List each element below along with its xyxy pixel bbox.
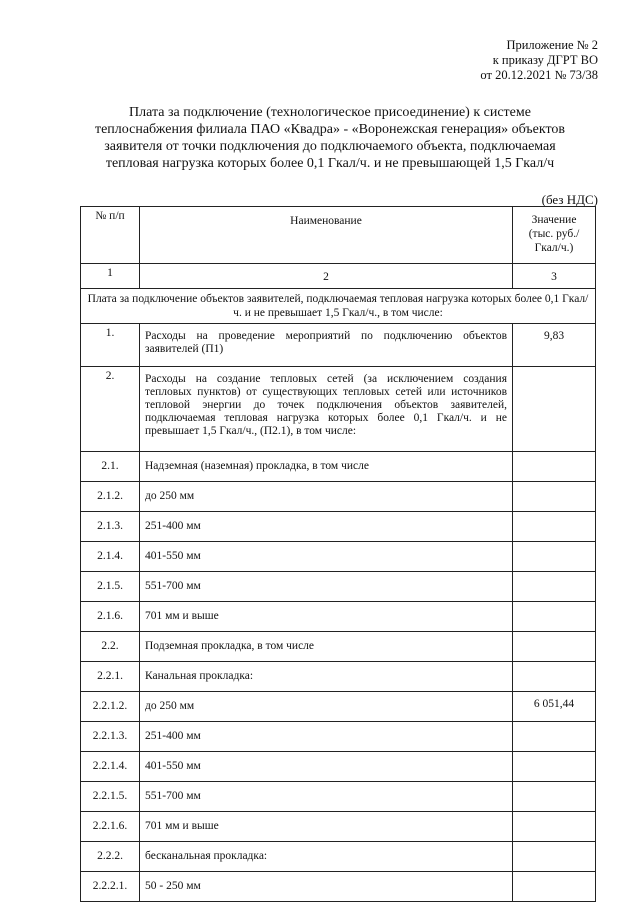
table-row bbox=[81, 692, 596, 722]
table-row bbox=[81, 842, 596, 872]
row-value bbox=[513, 782, 596, 812]
row-number: 2.1. bbox=[81, 452, 140, 482]
row-number: 2.2.1. bbox=[81, 662, 140, 692]
row-value bbox=[513, 722, 596, 752]
col-number-1: 1 bbox=[81, 264, 140, 289]
table-row bbox=[81, 812, 596, 842]
table-header-row bbox=[81, 207, 596, 264]
row-name: Расходы на создание тепловых сетей (за исключением создания тепловых пунктов) от существующих тепловых сетей или источников тепловой энергии до точек подключения объектов заявителей, подключаемая тепловая нагрузка которых более 0,1 Гкал/ч. и не превышает 1,5 Гкал/ч., (П2.1), в том числе: bbox=[140, 367, 513, 452]
row-name: бесканальная прокладка: bbox=[140, 842, 513, 872]
vat-note: (без НДС) bbox=[541, 192, 598, 207]
row-value bbox=[513, 367, 596, 452]
section-title-row bbox=[81, 289, 596, 324]
table-row bbox=[81, 572, 596, 602]
row-name: Надземная (наземная) прокладка, в том числе bbox=[140, 452, 513, 482]
row-number: 2. bbox=[81, 367, 140, 452]
row-value: 6 051,44 bbox=[513, 692, 596, 722]
row-number: 2.2.1.2. bbox=[81, 692, 140, 722]
table-row bbox=[81, 632, 596, 662]
row-number: 2.2. bbox=[81, 632, 140, 662]
row-number: 2.2.1.3. bbox=[81, 722, 140, 752]
row-number: 2.2.1.4. bbox=[81, 752, 140, 782]
table-row bbox=[81, 324, 596, 367]
row-value bbox=[513, 632, 596, 662]
row-value bbox=[513, 662, 596, 692]
row-number: 2.2.1.6. bbox=[81, 812, 140, 842]
row-value bbox=[513, 512, 596, 542]
row-value bbox=[513, 842, 596, 872]
row-name: 251-400 мм bbox=[140, 512, 513, 542]
row-number: 2.1.5. bbox=[81, 572, 140, 602]
row-name: 251-400 мм bbox=[140, 722, 513, 752]
title-line: тепловая нагрузка которых более 0,1 Гкал/ч. и не превышающей 1,5 Гкал/ч bbox=[105, 156, 555, 171]
order-reference: к приказу ДГРТ ВО bbox=[492, 53, 598, 67]
table-row bbox=[81, 722, 596, 752]
row-name: Канальная прокладка: bbox=[140, 662, 513, 692]
col-number-2: 2 bbox=[140, 264, 513, 289]
row-name: 551-700 мм bbox=[140, 572, 513, 602]
row-name: 551-700 мм bbox=[140, 782, 513, 812]
row-value: 9,83 bbox=[513, 324, 596, 367]
header-value: Значение (тыс. руб./Гкал/ч.) bbox=[513, 207, 596, 264]
table-row bbox=[81, 512, 596, 542]
row-number: 2.2.2.1. bbox=[81, 872, 140, 902]
table-row bbox=[81, 452, 596, 482]
table-row bbox=[81, 542, 596, 572]
row-value bbox=[513, 452, 596, 482]
row-value bbox=[513, 752, 596, 782]
row-value bbox=[513, 572, 596, 602]
table-row bbox=[81, 602, 596, 632]
table-row bbox=[81, 752, 596, 782]
row-name: 401-550 мм bbox=[140, 752, 513, 782]
col-number-3: 3 bbox=[513, 264, 596, 289]
table-row bbox=[81, 872, 596, 902]
order-date: от 20.12.2021 № 73/38 bbox=[480, 68, 598, 82]
title-line: заявителя от точки подключения до подключаемого объекта, подключаемая bbox=[104, 139, 556, 154]
row-number: 2.2.1.5. bbox=[81, 782, 140, 812]
header-name: Наименование bbox=[140, 207, 513, 264]
appendix-number: Приложение № 2 bbox=[506, 38, 598, 52]
title-line: теплоснабжения филиала ПАО «Квадра» - «Воронежская генерация» объектов bbox=[94, 122, 566, 137]
table-row bbox=[81, 367, 596, 452]
row-number: 2.2.2. bbox=[81, 842, 140, 872]
title-line: Плата за подключение (технологическое присоединение) к системе bbox=[129, 105, 531, 120]
row-name: 701 мм и выше bbox=[140, 812, 513, 842]
row-name: до 250 мм bbox=[140, 692, 513, 722]
row-name: 50 - 250 мм bbox=[140, 872, 513, 902]
row-name: Подземная прокладка, в том числе bbox=[140, 632, 513, 662]
row-value bbox=[513, 812, 596, 842]
row-name: 401-550 мм bbox=[140, 542, 513, 572]
tariff-table bbox=[80, 206, 596, 902]
section-title: Плата за подключение объектов заявителей, подключаемая тепловая нагрузка которых более 0,1 Гкал/ч. и не превышает 1,5 Гкал/ч., в том числе: bbox=[81, 289, 596, 324]
row-number: 1. bbox=[81, 324, 140, 367]
row-value bbox=[513, 542, 596, 572]
row-number: 2.1.3. bbox=[81, 512, 140, 542]
header-num: № п/п bbox=[81, 207, 140, 264]
row-number: 2.1.4. bbox=[81, 542, 140, 572]
document-title bbox=[60, 104, 600, 172]
row-value bbox=[513, 482, 596, 512]
row-name: 701 мм и выше bbox=[140, 602, 513, 632]
row-name: до 250 мм bbox=[140, 482, 513, 512]
document-header bbox=[480, 38, 598, 83]
row-value bbox=[513, 602, 596, 632]
column-number-row bbox=[81, 264, 596, 289]
table-row bbox=[81, 782, 596, 812]
row-number: 2.1.2. bbox=[81, 482, 140, 512]
table-row bbox=[81, 482, 596, 512]
table-row bbox=[81, 662, 596, 692]
row-number: 2.1.6. bbox=[81, 602, 140, 632]
row-value bbox=[513, 872, 596, 902]
row-name: Расходы на проведение мероприятий по подключению объектов заявителей (П1) bbox=[140, 324, 513, 367]
